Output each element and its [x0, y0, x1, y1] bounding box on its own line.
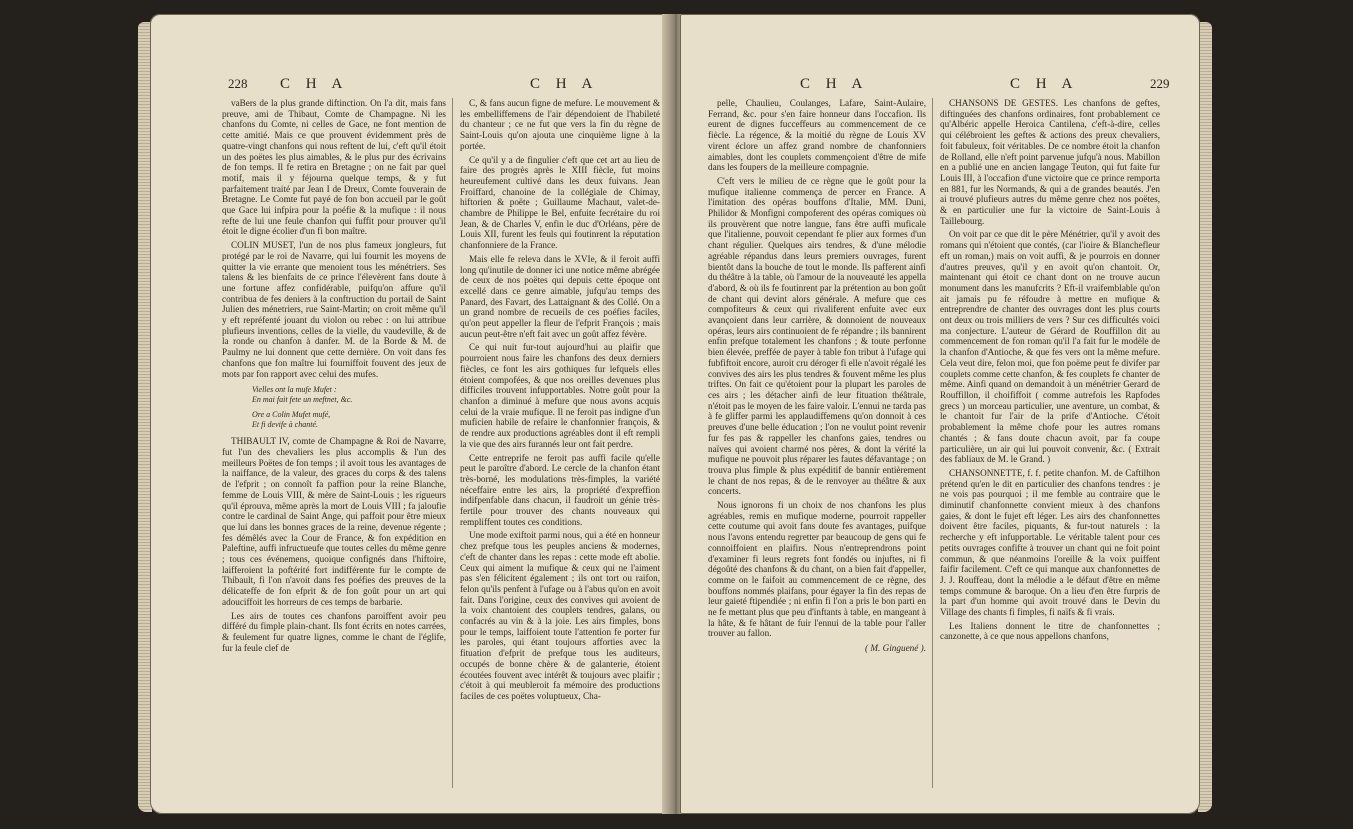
- left-running-head-b: C H A: [530, 76, 599, 92]
- verse-line: En mai fait fete un meftnet, &c.: [252, 395, 353, 405]
- verse-line: Ore a Colin Mufet mufé,: [252, 410, 331, 420]
- verse-quote: [252, 385, 446, 430]
- right-page: [680, 14, 1200, 814]
- left-page-column-1: [222, 98, 446, 798]
- left-page-column-2: [460, 98, 660, 798]
- paragraph: THIBAULT IV, comte de Champagne & Roi de Navarre, fut l'un des chevaliers les plus accomplis & l'un des meilleurs Poëtes de fon temps ; il avoit tous les avantages de la naiffance, de la valeur, des graces du corps & des talens de l'efprit ; on connoît fa paffion pour la reine Blanche, femme de Louis VIII, & mère de Saint-Louis ; les rigueurs qu'il éprouva, même après la mort de Louis VIII ; fa jaloufie contre le cardinal de Saint Ange, qui paffoit pour être mieux que lui dans les bonnes graces de la reine, devenue régente ; fes démêlés avec la Cour de France, & fon expédition en Paleftine, auffi infructueufe que toutes celles du même genre ; tous ces événemens, quoique confignés dans l'hiftoire, laifferoient la poftérité fort indifférente fur le compte de Thibault, fi l'on n'avoit dans fes poéfies des preuves de la délicateffe de fon efprit & de fon goût pour un art qui adouciffoit les horreurs de ces temps de barbarie.: [222, 436, 446, 607]
- right-page-header: [680, 76, 1200, 96]
- left-page-number: 228: [228, 76, 248, 91]
- paragraph: Ce qu'il y a de fingulier c'eft que cet art au lieu de faire des progrès après le XIII fiècle, fut moins heureufement cultivé dans les deux fuivans. Jean Froiffard, chanoine de la collégiale de Chimay, hiftorien & poëte ; Guillaume Machaut, valet-de-chambre de Philippe le Bel, enfuite fecrétaire du roi Jean, & de Charles V, enfin le duc d'Orléans, père de Louis XII, furent les feuls qui foutinrent la réputation chanfonniere de la France.: [460, 154, 660, 251]
- paragraph: Les airs de toutes ces chanfons paroiffent avoir peu différé du fimple plain-chant. Ils font écrits en notes carrées, & feulement fur quatre lignes, comme le chant de l'églife, fur la feule clef de: [222, 610, 446, 653]
- paragraph: CHANSONNETTE, f. f. petite chanfon. M. de Caftilhon prétend qu'en le dit en particulier des chanfons tendres : je ne vois pas pourquoi ; il me femble au contraire que le diminutif chanfonnette convient mieux à des chanfons gaies, & dont le fujet eft léger. Les airs des chanfonnettes doivent être faciles, piquants, & fur-tout naturels : la recherche y eft infupportable. Le véritable talent pour ces petits ouvrages confifte à trouver un chant qui ne foit point commun, & que néanmoins l'oreille & la voix puiffent faifir facilement. C'eft ce qui manque aux chanfonnettes de J. J. Rouffeau, dont la mélodie a le défaut d'être en même temps commune & baroque. On a lieu d'en être furpris de la part d'un homme qui avoit trouvé dans le Devin du Village des chants fi fimples, fi naïfs & fi vrais.: [940, 467, 1160, 618]
- paragraph: vaBers de la plus grande diftinction. On l'a dit, mais fans preuve, ami de Thibaut, Comte de Champagne. Ni les chanfons du Comte, ni celles de Gace, ne font mention de cette amitié. Mais ce que prouvent évidemment près de quatre-vingt chanfons qui nous reftent de lui, c'eft qu'il étoit un des poëtes les plus aimables, & le plus pur des écrivains de fon temps. Il fe retira en Bretagne ; on ne fait par quel motif, mais il y féjourna quelque temps, & y fut parfaitement traité par Jean I de Dreux, Comte fouverain de Bretagne. Le Comte fut payé de fon bon accueil par le goût que Gace lui infpira pour la poéfie & la mufique : il nous refte de lui une feule chanfon qui fuffit pour prouver qu'il étoit le digne écolier d'un fi bon maître.: [222, 98, 446, 237]
- column-divider: [452, 98, 453, 788]
- paragraph: Mais elle fe releva dans le XVIe, & il feroit auffi long qu'inutile de donner ici une notice même abrégée de ceux de nos poëtes qui depuis cette époque ont excellé dans ce genre aimable, jufqu'au temps des Panard, des Favart, des Lattaignant & des Collé. On a un grand nombre de recueils de ces poéfies faciles, qu'on peut appeller la fleur de l'efprit François ; mais aucun peut-être n'eft fait avec un goût affez févère.: [460, 253, 660, 339]
- paragraph: Cette entreprife ne feroit pas auffi facile qu'elle peut le paroître d'abord. Le cercle de la chanfon étant très-borné, les modulations très-fimples, la variété néceffaire entre les airs, la propriété d'expreffion indifpenfable dans chacun, il faudroit un génie très-fertile pour trouver des chants nouveaux qui rempliffent toutes ces conditions.: [460, 452, 660, 527]
- verse-line: Et fi devife à chanté.: [252, 420, 318, 430]
- paragraph: COLIN MUSET, l'un de nos plus fameux jongleurs, fut protégé par le roi de Navarre, qui lui fournit les moyens de quitter la vie errante que menoient tous les ménétriers. Ses talens & les bienfaits de ce prince l'élevèrent fans doute à une fortune affez confidérable, puifqu'on affure qu'il contribua de fes deniers à la conftruction du portail de Saint Julien des ménetriers, rue Saint-Martin; on croit même qu'il y eft repréfenté jouant du violon ou rebec : on lui attribue plufieurs inventions, celles de la vielle, du vaudeville, & de la ronde ou chanfon à danfer. M. de la Borde & M. de Paulmy ne lui donnent que cette dernière. On voit dans fes chanfons que fon maître lui fourniffoit fouvent des jeux de mots par fon rapport avec celui des mufes.: [222, 240, 446, 379]
- paragraph: Ce qui nuit fur-tout aujourd'hui au plaifir que pourroient nous faire les chanfons des deux derniers fiècles, ce font les airs gothiques fur lefquels elles étoient compofées, & que nos oreilles devenues plus difficiles trouvent infupportables. Notre goût pour la chanfon a diminué à mefure que nous avons acquis celui de la vraie mufique. Il ne feroit pas indigne d'un muficien habile de refaire le chanfonnier françois, & de rendre aux productions agréables dont il eft rempli la vie que des airs furannés leur ont fait perdre.: [460, 342, 660, 449]
- paragraph: Les Italiens donnent le titre de chanfonnettes ; canzonette, à ce que nous appellons chanfons,: [940, 620, 1160, 642]
- paragraph: C, & fans aucun figne de mefure. Le mouvement & les embelliffemens de l'air dépendoient de l'habileté du chanteur ; ce ne fut que vers la fin du règne de Saint-Louis qu'on ajouta une cinquième ligne à la portée.: [460, 98, 660, 151]
- paragraph: Nous ignorons fi un choix de nos chanfons les plus agréables, remis en mufique moderne, pourroit rappeller cette coutume qui avoit fans doute fes avantages, puifque nous l'avons entendu regretter par beaucoup de gens qui fe connoiffoient en plaifirs. Nous n'entreprendrons point d'examiner fi leurs regrets font fondés ou injuftes, ni fi dégoûté des chanfons & du chant, on a bien fait d'appeller, comme on le faifoit au commencement de ce règne, des bouffons nommés plaifans, pour égayer la fin des repas de leur gaieté ftipendiée ; ni enfin fi l'on a pris le bon parti en ne fe mettant plus que peu d'inftants à table, en mangeant à la hâte, & fe hâtant de fuir l'ennui de la table pour l'aller trouver au fallon.: [708, 500, 926, 639]
- right-running-head-a: C H A: [800, 76, 869, 92]
- column-divider: [932, 98, 933, 788]
- paragraph: Une mode exiftoit parmi nous, qui a été en honneur chez prefque tous les peuples anciens & modernes, c'eft de chanter dans les repas : cette mode eft abolie. Ceux qui aiment la mufique & ceux qui ne l'aiment pas s'en félicitent également ; ils ont tort ou raifon, felon qu'ils penfent à l'ufage ou à l'abus qu'on en avoit fait. Dans l'origine, ceux des convives qui avoient de la voix chantoient des couplets tendres, galans, ou confacrés au vin & à la joie. Les airs fimples, bons pour le temps, laiffoient toute l'attention fe porter fur les paroles, qui étant toujours afforties avec la fituation d'efprit de prefque tous les auditeurs, occupés de bonne chère & de galanterie, étoient écoutées fouvent avec intérêt & toujours avec plaifir ; c'étoit à qui meubleroit fa mémoire des productions faciles de ces poëtes voluptueux, Cha-: [460, 530, 660, 701]
- paragraph: pelle, Chaulieu, Coulanges, Lafare, Saint-Aulaire, Ferrand, &c. pour s'en faire honneur dans l'occafion. Ils eurent de dignes fucceffeurs au commencement de ce fiècle. La régence, & la moitié du règne de Louis XV virent éclore un affez grand nombre de chanfonniers aimables, dont les couplets commençoient d'être de mife dans les foupers de la meilleure compagnie.: [708, 98, 926, 173]
- right-page-number: 229: [1150, 76, 1170, 91]
- right-running-head-b: C H A: [1010, 76, 1079, 92]
- author-signature: ( M. Ginguené ).: [865, 643, 926, 654]
- paragraph: C'eft vers le milieu de ce règne que le goût pour la mufique italienne commença de percer en France. A l'imitation des opéras bouffons d'Italie, MM. Duni, Philidor & Monfigni compoferent des opéras comiques où ils prouvèrent que notre langue, fans être auffi muficale que l'italienne, pouvoit cependant fe plier aux formes d'un chant régulier. Quelques airs tendres, & d'une mélodie agréable répandus dans leurs premiers ouvrages, furent bientôt dans la bouche de tout le monde. Ils pafferent ainfi du théâtre à la table, où l'amour de la nouveauté les appella d'abord, & où ils fe foutinrent par la prétention au bon goût de chant qui devint alors générale. A mefure que ces compofiteurs & ceux qui rivaliferent enfuite avec eux avançoient dans leur carrière, & donnoient de nouveaux opéras, leurs airs continuoient de fe répandre ; ils bannirent enfin prefque totalement les chanfons ; & toute perfonne bien élevée, preffée de payer à table fon tribut à l'ufage qui fubfiftoit encore, auroit cru déroger fi elle n'avoit régalé les convives des airs les plus tendres & fouvent même les plus triftes. On fait ce qu'étoient pour la plupart les paroles de ces airs ; les détacher ainfi de leur fituation théâtrale, n'étoit pas le moyen de les faire valoir. L'ennui ne tarda pas à fe gliffer parmi les applaudiffemens qu'on donnoit à ces preuves d'une belle éducation ; l'on ne voulut point revenir fur fes pas & rappeller les chanfons gaies, tendres ou naïves qui avoient charmé nos pères, & dont la vérité la mufique ne pouvoit plus réparer les fautes défavantage ; on trouva plus fimple & plus expéditif de bannir entièrement le chant de nos repas, & de le renvoyer au théâtre & aux concerts.: [708, 175, 926, 497]
- verse-line: Vielles ont la mufe Mufet :: [252, 385, 337, 395]
- right-page-edges: [1198, 22, 1212, 812]
- right-page-column-1: [708, 98, 926, 798]
- left-running-head-a: C H A: [280, 76, 349, 92]
- paragraph: CHANSONS DE GESTES. Les chanfons de geftes, diftinguées des chanfons ordinaires, font probablement ce qu'Albéric appelle Heroica Cantilena, c'eft-à-dire, celles qui célébroient les geftes & actions des preux chevaliers, foit fabuleux, foit véritables. De ce nombre étoit la chanfon de Rolland, elle n'eft point parvenue jufqu'à nous. Mabillon en a publié une en ancien langage Teuton, qui fut faite fur Louis III, à l'occafion d'une victoire que ce prince remporta en 881, fur les Normands, & qui a de grandes beautés. J'en ai trouvé plufieurs autres du même genre chez nos poëtes, & en particulier une fur la victoire de Saint-Louis à Taillebourg.: [940, 98, 1160, 226]
- left-page-header: [150, 76, 670, 96]
- paragraph: On voit par ce que dit le père Ménétrier, qu'il y avoit des romans qui n'étoient que contés, (car l'ioire & Blanchefleur eft un roman,) mais on voit auffi, & je pourrois en donner d'autres preuves, qu'il y en avoit qu'on chantoit. Or, maintenant qui étoit ce chant dont on ne trouve aucun monument dans les manufcrits ? Eft-il vraifemblable qu'on ait jamais pu fe réfoudre à mettre en mufique & entreprendre de chanter des ouvrages dont les plus courts ont deux ou trois milliers de vers ? Sur ces difficultés voici ma conjecture. L'auteur de Gérard de Rouffillon dit au commencement de fon roman qu'il l'a fait fur le modèle de la chanfon d'Antioche, & que fes vers ont la même mefure. Cela veut dire, felon moi, que fon poëme peut fe divifer par couplets comme cette chanfon, & fes couplets fe chanter de même. Ainfi quand on demandoit à un ménétrier Gerard de Rouffillon, il choififfoit ( comme autrefois les Rapfodes grecs ) un morceau particulier, une aventure, un combat, & le chantoit fur l'air de la prife d'Antioche. C'étoit probablement la même chofe pour les autres romans chantés ; & fans doute chacun avoit, par fa coupe particulière, un air qui lui pouvoit convenir, &c. ( Extrait des fabliaux de M. le Grand. ): [940, 229, 1160, 465]
- right-page-column-2: [940, 98, 1160, 798]
- left-page: [150, 14, 670, 814]
